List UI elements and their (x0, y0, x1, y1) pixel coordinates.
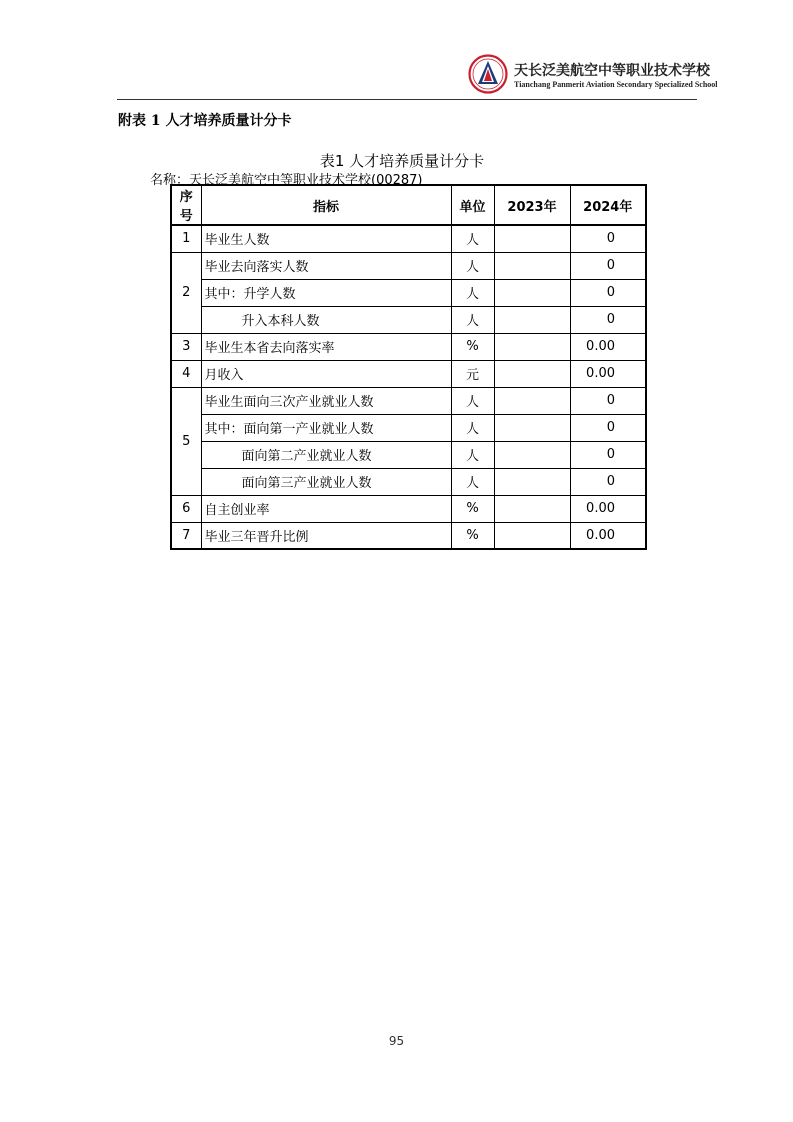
table-row (171, 279, 646, 306)
table-row (171, 252, 646, 279)
row-value-2024: 0.00 (570, 360, 646, 387)
row-value-2023 (494, 360, 570, 387)
row-unit: 人 (451, 468, 494, 495)
row-value-2023 (494, 252, 570, 279)
row-value-2023 (494, 387, 570, 414)
row-value-2024: 0.00 (570, 333, 646, 360)
row-value-2024: 0.00 (570, 522, 646, 549)
row-value-2024: 0 (570, 414, 646, 441)
row-number: 1 (171, 225, 201, 252)
row-indicator: 毕业三年晋升比例 (201, 522, 451, 549)
table-row (171, 441, 646, 468)
row-indicator: 升入本科人数 (201, 306, 451, 333)
table-row (171, 360, 646, 387)
row-value-2024: 0 (570, 306, 646, 333)
row-unit: % (451, 522, 494, 549)
table-row (171, 225, 646, 252)
row-indicator: 毕业生面向三次产业就业人数 (201, 387, 451, 414)
table-row (171, 414, 646, 441)
header-divider (117, 99, 697, 100)
row-value-2023 (494, 414, 570, 441)
school-emblem-icon (468, 54, 508, 94)
column-header-unit: 单位 (451, 185, 494, 225)
table-row (171, 468, 646, 495)
row-number: 3 (171, 333, 201, 360)
organization-name: 名称：天长泛美航空中等职业技术学校(00287) (150, 173, 423, 188)
row-indicator: 毕业去向落实人数 (201, 252, 451, 279)
row-number: 4 (171, 360, 201, 387)
row-value-2023 (494, 333, 570, 360)
row-unit: 人 (451, 387, 494, 414)
table-row (171, 387, 646, 414)
scorecard-table (170, 184, 647, 550)
row-unit: % (451, 333, 494, 360)
row-value-2024: 0 (570, 387, 646, 414)
table-row (171, 333, 646, 360)
table-header-row (171, 185, 646, 225)
row-value-2024: 0 (570, 225, 646, 252)
row-value-2024: 0.00 (570, 495, 646, 522)
row-value-2023 (494, 495, 570, 522)
row-unit: 元 (451, 360, 494, 387)
row-value-2023 (494, 225, 570, 252)
row-value-2023 (494, 522, 570, 549)
row-indicator: 月收入 (201, 360, 451, 387)
school-name-cn: 天长泛美航空中等职业技术学校 (514, 63, 710, 79)
row-unit: 人 (451, 414, 494, 441)
row-indicator: 毕业生本省去向落实率 (201, 333, 451, 360)
page-number: 95 (388, 1034, 405, 1048)
row-value-2024: 0 (570, 279, 646, 306)
appendix-title: 附表 1 人才培养质量计分卡 (118, 113, 292, 129)
school-name-en: Tianchang Panmerit Aviation Secondary Specialized School (514, 80, 718, 89)
row-unit: 人 (451, 279, 494, 306)
row-value-2024: 0 (570, 441, 646, 468)
row-indicator: 面向第三产业就业人数 (201, 468, 451, 495)
row-number: 2 (171, 252, 201, 333)
row-unit: 人 (451, 252, 494, 279)
row-unit: 人 (451, 306, 494, 333)
row-value-2023 (494, 306, 570, 333)
row-value-2023 (494, 468, 570, 495)
row-value-2024: 0 (570, 468, 646, 495)
row-indicator: 毕业生人数 (201, 225, 451, 252)
row-value-2023 (494, 441, 570, 468)
row-indicator: 其中：面向第一产业就业人数 (201, 414, 451, 441)
row-indicator: 其中：升学人数 (201, 279, 451, 306)
row-number: 7 (171, 522, 201, 549)
row-value-2024: 0 (570, 252, 646, 279)
row-number: 6 (171, 495, 201, 522)
table-row (171, 495, 646, 522)
row-indicator: 面向第二产业就业人数 (201, 441, 451, 468)
row-indicator: 自主创业率 (201, 495, 451, 522)
table-caption: 表1 人才培养质量计分卡 (319, 152, 485, 170)
row-unit: % (451, 495, 494, 522)
table-row (171, 522, 646, 549)
row-unit: 人 (451, 225, 494, 252)
column-header-no: 序号 (171, 185, 201, 225)
row-unit: 人 (451, 441, 494, 468)
row-number: 5 (171, 387, 201, 495)
column-header-indicator: 指标 (201, 185, 451, 225)
row-value-2023 (494, 279, 570, 306)
column-header-2024: 2024年 (570, 185, 646, 225)
column-header-2023: 2023年 (494, 185, 570, 225)
table-row (171, 306, 646, 333)
